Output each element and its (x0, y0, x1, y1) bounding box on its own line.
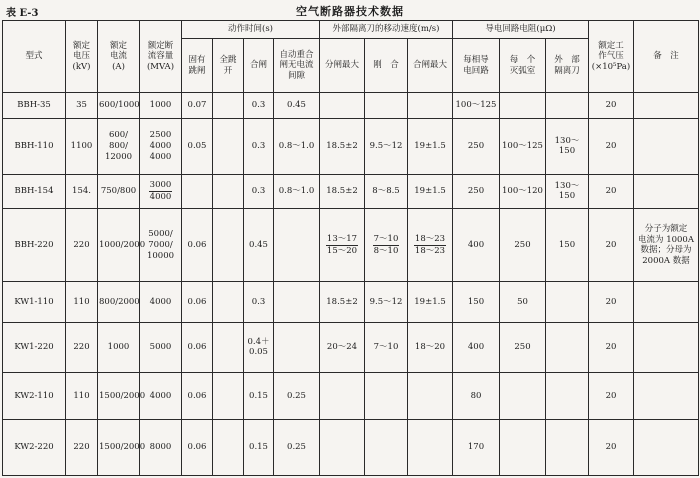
cell-inherent: 0.06 (182, 323, 213, 372)
cell-per-chamber: 250 (500, 323, 546, 372)
cell-just-close: 9.5～12 (365, 118, 408, 174)
cell-current: 1000/2000 (98, 209, 140, 282)
cell-voltage: 220 (66, 420, 98, 476)
group-switch-speed: 外部隔离刀的移动速度(m/s) (320, 21, 453, 39)
cell-model: KW1-220 (3, 323, 66, 372)
cell-just-close: 9.5～12 (365, 282, 408, 323)
cell-full (213, 209, 244, 282)
cell-reclose: 0.25 (274, 372, 320, 419)
cell-notes (634, 420, 699, 476)
cell-close: 0.15 (244, 372, 274, 419)
cell-capacity: 5000/ 7000/ 10000 (140, 209, 182, 282)
col-rated-current: 额定 电流 (A) (98, 21, 140, 93)
cell-capacity: 4000 (140, 372, 182, 419)
cell-model: KW1-110 (3, 282, 66, 323)
cell-notes (634, 323, 699, 372)
cell-per-phase: 400 (453, 323, 500, 372)
cell-notes (634, 372, 699, 419)
cell-just-close (365, 372, 408, 419)
table-row (3, 282, 699, 323)
cell-close-max: 18～20 (408, 323, 453, 372)
fraction-denominator: 15～20 (326, 245, 358, 256)
fraction (149, 180, 173, 202)
cell-just-close (365, 93, 408, 119)
cell-close: 0.3 (244, 174, 274, 208)
cell-open-max (320, 420, 365, 476)
cell-just-close (365, 209, 408, 282)
cell-inherent: 0.06 (182, 209, 213, 282)
cell-per-chamber: 250 (500, 209, 546, 282)
cell-open-max (320, 93, 365, 119)
table-row (3, 93, 699, 119)
cell-model: KW2-220 (3, 420, 66, 476)
cell-just-close: 7～10 (365, 323, 408, 372)
fraction-numerator: 7～10 (373, 234, 399, 245)
cell-reclose (274, 209, 320, 282)
cell-current: 600/1000 (98, 93, 140, 119)
cell-open-max: 18.5±2 (320, 118, 365, 174)
cell-pressure: 20 (589, 420, 634, 476)
cell-capacity: 8000 (140, 420, 182, 476)
cell-reclose (274, 323, 320, 372)
col-per-chamber: 每 个 灭弧室 (500, 39, 546, 93)
cell-model: BBH-35 (3, 93, 66, 119)
cell-voltage: 110 (66, 372, 98, 419)
table-row (3, 118, 699, 174)
cell-full (213, 372, 244, 419)
cell-inherent: 0.05 (182, 118, 213, 174)
cell-pressure: 20 (589, 118, 634, 174)
cell-close: 0.15 (244, 420, 274, 476)
fraction (326, 234, 358, 256)
fraction-numerator: 13～17 (326, 234, 358, 245)
cell-ext (546, 420, 589, 476)
cell-close: 0.3 (244, 118, 274, 174)
cell-current: 1500/2000 (98, 420, 140, 476)
col-rated-voltage: 额定 电压 (kV) (66, 21, 98, 93)
cell-notes (634, 118, 699, 174)
col-full-trip: 全跳 开 (213, 39, 244, 93)
header-row-1 (3, 21, 699, 39)
cell-ext (546, 323, 589, 372)
table-row (3, 174, 699, 208)
cell-ext (546, 282, 589, 323)
cell-open-max (320, 209, 365, 282)
cell-just-close (365, 420, 408, 476)
cell-open-max: 18.5±2 (320, 282, 365, 323)
cell-close: 0.45 (244, 209, 274, 282)
cell-per-phase: 250 (453, 118, 500, 174)
cell-open-max: 20～24 (320, 323, 365, 372)
cell-voltage: 154. (66, 174, 98, 208)
cell-full (213, 282, 244, 323)
cell-per-chamber: 100～125 (500, 118, 546, 174)
cell-voltage: 220 (66, 323, 98, 372)
cell-reclose: 0.45 (274, 93, 320, 119)
cell-per-chamber (500, 420, 546, 476)
cell-close-max (408, 93, 453, 119)
col-open-max: 分闸最大 (320, 39, 365, 93)
fraction-denominator: 8～10 (373, 245, 399, 256)
table-row (3, 323, 699, 372)
cell-per-phase: 250 (453, 174, 500, 208)
cell-ext: 150 (546, 209, 589, 282)
cell-pressure: 20 (589, 282, 634, 323)
cell-model: KW2-110 (3, 372, 66, 419)
cell-ext: 130～150 (546, 174, 589, 208)
cell-pressure: 20 (589, 93, 634, 119)
cell-close-max (408, 209, 453, 282)
cell-notes (634, 174, 699, 208)
cell-close: 0.4＋ 0.05 (244, 323, 274, 372)
fraction-denominator: 4000 (149, 191, 172, 202)
table-title: 空气断路器技术数据 (296, 5, 404, 18)
cell-current: 750/800 (98, 174, 140, 208)
cell-per-phase: 80 (453, 372, 500, 419)
group-action-time: 动作时间(s) (182, 21, 320, 39)
cell-per-phase: 400 (453, 209, 500, 282)
col-ext-switch: 外 部 隔离刀 (546, 39, 589, 93)
cell-ext (546, 372, 589, 419)
cell-reclose: 0.8～1.0 (274, 174, 320, 208)
cell-open-max: 18.5±2 (320, 174, 365, 208)
cell-reclose: 0.25 (274, 420, 320, 476)
table-row (3, 209, 699, 282)
fraction (414, 234, 446, 256)
col-inherent-trip: 固有 跳闸 (182, 39, 213, 93)
cell-pressure: 20 (589, 209, 634, 282)
table-label: 表 E-3 (6, 8, 39, 19)
cell-capacity (140, 174, 182, 208)
cell-voltage: 110 (66, 282, 98, 323)
cell-notes (634, 93, 699, 119)
cell-ext (546, 93, 589, 119)
cell-current: 1500/2000 (98, 372, 140, 419)
cell-inherent: 0.06 (182, 372, 213, 419)
col-reclose-gap: 自动重合 闸无电流 间隙 (274, 39, 320, 93)
cell-pressure: 20 (589, 323, 634, 372)
group-resistance: 导电回路电阻(μΩ) (453, 21, 589, 39)
cell-capacity: 5000 (140, 323, 182, 372)
cell-open-max (320, 372, 365, 419)
cell-full (213, 93, 244, 119)
cell-per-chamber: 100～120 (500, 174, 546, 208)
cell-close-max: 19±1.5 (408, 174, 453, 208)
cell-notes (634, 282, 699, 323)
cell-close-max: 19±1.5 (408, 118, 453, 174)
cell-just-close: 8～8.5 (365, 174, 408, 208)
col-close: 合闸 (244, 39, 274, 93)
col-model: 型式 (3, 21, 66, 93)
cell-per-chamber (500, 93, 546, 119)
cell-close-max (408, 372, 453, 419)
col-per-phase: 每相导 电回路 (453, 39, 500, 93)
cell-per-phase: 100～125 (453, 93, 500, 119)
cell-current: 600/ 800/ 12000 (98, 118, 140, 174)
cell-close: 0.3 (244, 93, 274, 119)
col-close-max: 合闸最大 (408, 39, 453, 93)
cell-model: BBH-154 (3, 174, 66, 208)
cell-model: BBH-220 (3, 209, 66, 282)
cell-capacity: 1000 (140, 93, 182, 119)
col-just-close: 刚 合 (365, 39, 408, 93)
col-breaking-capacity: 额定断 流容量 (MVA) (140, 21, 182, 93)
cell-per-chamber (500, 372, 546, 419)
cell-reclose: 0.8～1.0 (274, 118, 320, 174)
cell-full (213, 323, 244, 372)
cell-inherent: 0.06 (182, 420, 213, 476)
cell-voltage: 35 (66, 93, 98, 119)
cell-inherent (182, 174, 213, 208)
cell-full (213, 420, 244, 476)
fraction (373, 234, 400, 256)
cell-pressure: 20 (589, 372, 634, 419)
cell-ext: 130～150 (546, 118, 589, 174)
cell-per-phase: 150 (453, 282, 500, 323)
cell-inherent: 0.07 (182, 93, 213, 119)
table-row (3, 372, 699, 419)
col-rated-pressure: 额定工 作气压 (×10⁵Pa) (589, 21, 634, 93)
breaker-spec-table (2, 20, 699, 476)
fraction-denominator: 18～23 (414, 245, 446, 256)
cell-voltage: 220 (66, 209, 98, 282)
cell-notes: 分子为额定 电流为 1000A 数据；分母为 2000A 数据 (634, 209, 699, 282)
cell-pressure: 20 (589, 174, 634, 208)
cell-current: 800/2000 (98, 282, 140, 323)
cell-per-chamber: 50 (500, 282, 546, 323)
cell-current: 1000 (98, 323, 140, 372)
fraction-numerator: 18～23 (414, 234, 446, 245)
cell-close: 0.3 (244, 282, 274, 323)
cell-inherent: 0.06 (182, 282, 213, 323)
table-row (3, 420, 699, 476)
cell-capacity: 2500 4000 4000 (140, 118, 182, 174)
cell-full (213, 118, 244, 174)
cell-per-phase: 170 (453, 420, 500, 476)
cell-full (213, 174, 244, 208)
cell-voltage: 1100 (66, 118, 98, 174)
cell-reclose (274, 282, 320, 323)
cell-capacity: 4000 (140, 282, 182, 323)
cell-model: BBH-110 (3, 118, 66, 174)
fraction-numerator: 3000 (149, 180, 172, 191)
col-notes: 备 注 (634, 21, 699, 93)
cell-close-max: 19±1.5 (408, 282, 453, 323)
cell-close-max (408, 420, 453, 476)
